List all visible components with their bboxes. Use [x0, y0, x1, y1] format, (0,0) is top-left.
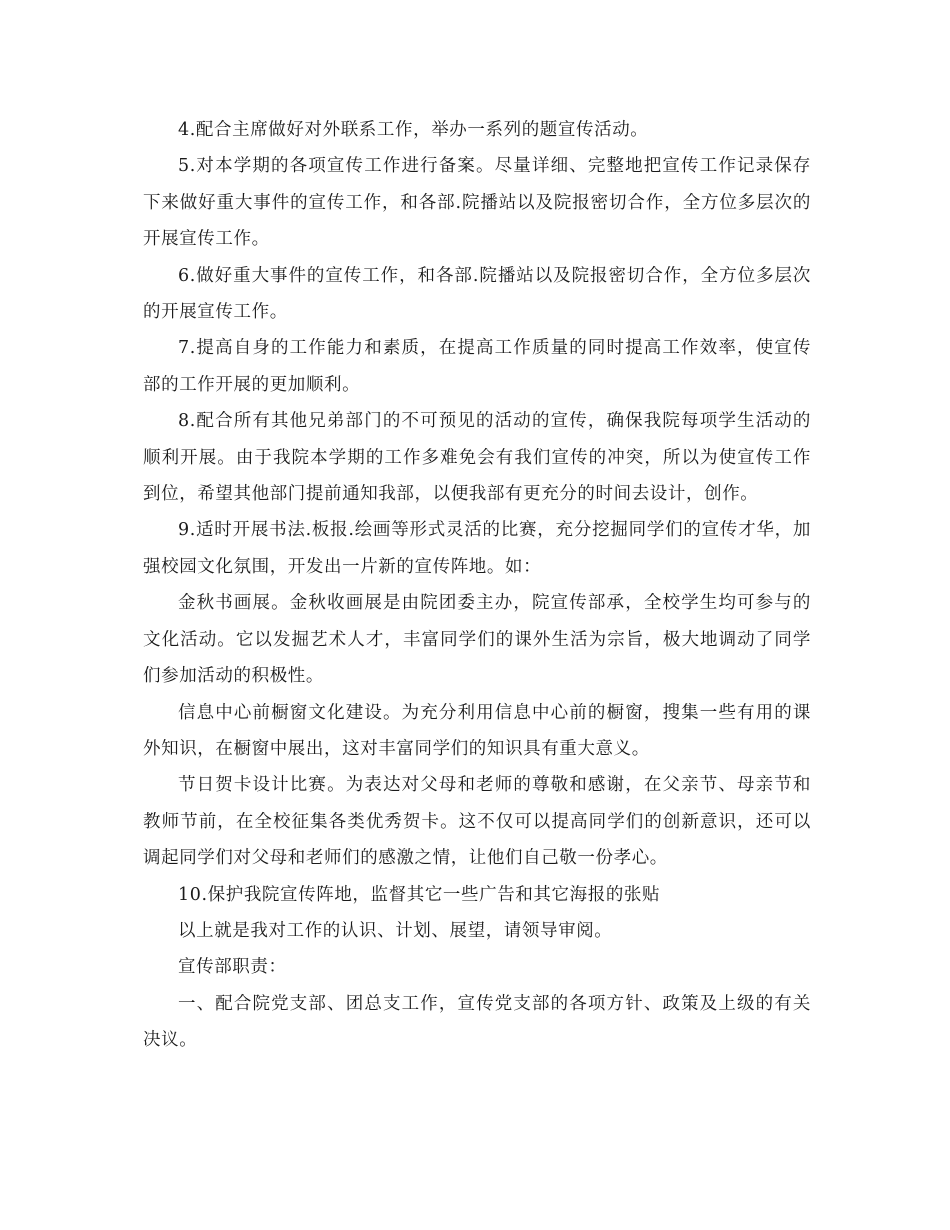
paragraph-calligraphy-exhibition: 金秋书画展。金秋收画展是由院团委主办，院宣传部承，全校学生均可参与的文化活动。它以发掘艺术人才，丰富同学们的课外生活为宗旨，极大地调动了同学们参加活动的积极性。	[143, 593, 811, 687]
paragraph-closing: 以上就是我对工作的认识、计划、展望，请领导审阅。	[178, 920, 613, 941]
paragraph-duties-heading: 宣传部职责：	[178, 957, 287, 978]
paragraph-item-8: 8.配合所有其他兄弟部门的不可预见的活动的宣传，确保我院每项学生活动的顺利开展。由于我院本学期的工作多难免会有我们宣传的冲突，所以为使宣传工作到位，希望其他部门提前通知我部，以便我部有更充分的时间去设计，创作。	[143, 411, 811, 505]
paragraph-item-4: 4.配合主席做好对外联系工作，举办一系列的题宣传活动。	[178, 120, 649, 140]
paragraph-item-9: 9.适时开展书法.板报.绘画等形式灵活的比赛，充分挖掘同学们的宣传才华，加强校园文化氛围，开发出一片新的宣传阵地。如：	[143, 520, 811, 577]
paragraph-duty-one: 一、配合院党支部、团总支工作，宣传党支部的各项方针、政策及上级的有关决议。	[143, 993, 811, 1051]
paragraph-item-10: 10.保护我院宣传阵地，监督其它一些广告和其它海报的张贴	[178, 884, 661, 905]
paragraph-showcase-culture: 信息中心前橱窗文化建设。为充分利用信息中心前的橱窗，搜集一些有用的课外知识，在橱窗中展出，这对丰富同学们的知识具有重大意义。	[143, 702, 811, 759]
paragraph-item-7: 7.提高自身的工作能力和素质，在提高工作质量的同时提高工作效率，使宣传部的工作开展的更加顺利。	[143, 338, 811, 395]
paragraph-item-5: 5.对本学期的各项宣传工作进行备案。尽量详细、完整地把宣传工作记录保存下来做好重大事件的宣传工作，和各部.院播站以及院报密切合作，全方位多层次的开展宣传工作。	[143, 156, 811, 250]
paragraph-greeting-card-contest: 节日贺卡设计比赛。为表达对父母和老师的尊敬和感谢，在父亲节、母亲节和教师节前，在全校征集各类优秀贺卡。这不仅可以提高同学们的创新意识，还可以调起同学们对父母和老师们的感激之情，让他们自己敬一份孝心。	[143, 775, 811, 869]
document-body	[143, 112, 811, 1059]
paragraph-item-6: 6.做好重大事件的宣传工作，和各部.院播站以及院报密切合作，全方位多层次的开展宣传工作。	[143, 265, 811, 323]
